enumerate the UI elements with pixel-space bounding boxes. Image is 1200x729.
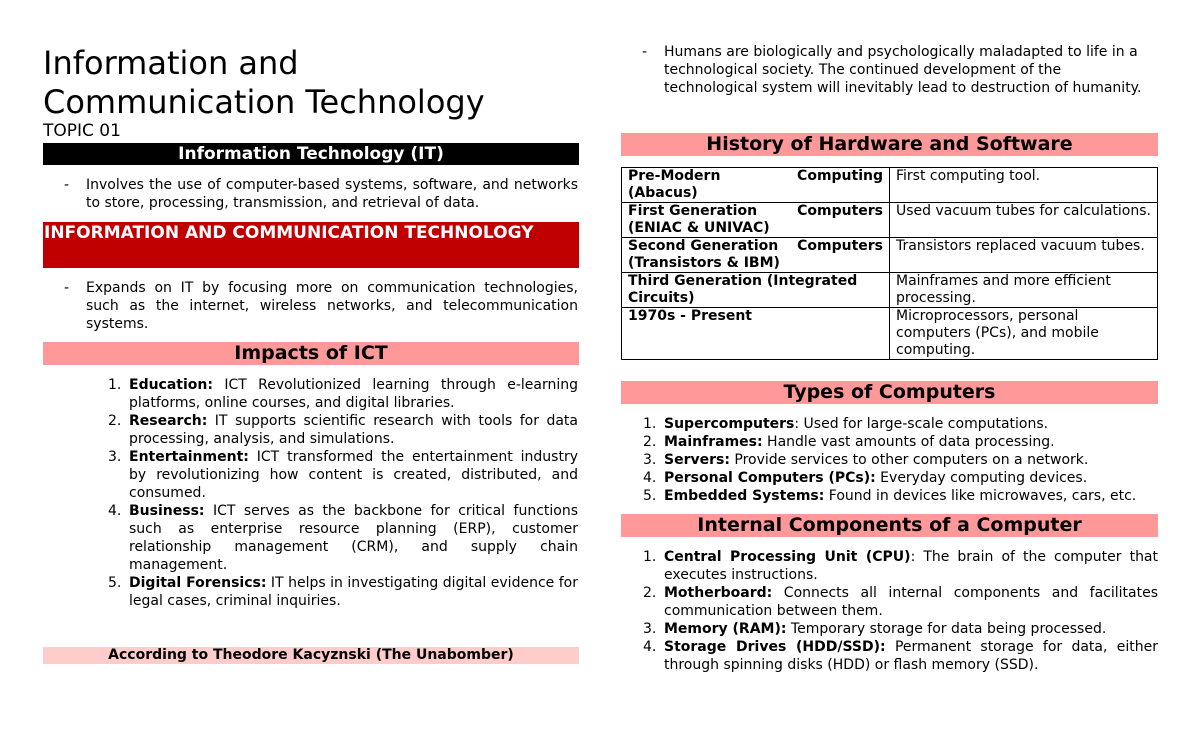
list-item: 2. Research: IT supports scientific research with tools for data processing, analysis, and simulations. xyxy=(108,413,578,447)
impacts-heading: Impacts of ICT xyxy=(43,342,579,365)
table-row xyxy=(622,308,1158,360)
era-cell: First Generation Computers (ENIAC & UNIVAC) xyxy=(622,203,890,238)
components-heading: Internal Components of a Computer xyxy=(621,514,1158,537)
list-item: 1. Central Processing Unit (CPU): The brain of the computer that executes instructions. xyxy=(643,549,1159,583)
ict-heading: INFORMATION AND COMMUNICATION TECHNOLOGY xyxy=(43,222,579,268)
dash-marker: - xyxy=(64,177,70,193)
types-heading: Types of Computers xyxy=(621,381,1158,404)
list-item: 3. Entertainment: ICT transformed the entertainment industry by revolutionizing how content is created, distributed, and consumed. xyxy=(108,449,578,501)
list-item: 5. Digital Forensics: IT helps in investigating digital evidence for legal cases, criminal inquiries. xyxy=(108,575,578,609)
era-cell: 1970s - Present xyxy=(622,308,890,360)
page-title: Information and Communication Technology xyxy=(43,44,485,121)
ict-description: - Expands on IT by focusing more on communication technologies, such as the internet, wireless networks, and telecommunication systems. xyxy=(64,280,578,332)
era-cell: Third Generation (Integrated Circuits) xyxy=(622,273,890,308)
list-item: 4. Business: ICT serves as the backbone for critical functions such as enterprise resource planning (ERP), customer relationship management (CRM), and supply chain management. xyxy=(108,503,578,573)
desc-cell: Microprocessors, personal computers (PCs), and mobile computing. xyxy=(890,308,1158,360)
impacts-list xyxy=(108,376,578,610)
table-row xyxy=(622,203,1158,238)
kaczynski-quote: - Humans are biologically and psychologically maladapted to life in a technological society. The continued development of the technological system will inevitably lead to destruction of humanity. xyxy=(642,44,1142,96)
desc-cell: First computing tool. xyxy=(890,168,1158,203)
desc-cell: Transistors replaced vacuum tubes. xyxy=(890,238,1158,273)
list-item: 1. Supercomputers: Used for large-scale computations. xyxy=(643,416,1049,432)
list-item: 4. Personal Computers (PCs): Everyday computing devices. xyxy=(643,470,1088,486)
dash-marker: - xyxy=(64,280,70,296)
components-list xyxy=(643,548,1159,674)
table-row xyxy=(622,273,1158,308)
table-row xyxy=(622,238,1158,273)
list-item: 2. Mainframes: Handle vast amounts of data processing. xyxy=(643,434,1055,450)
era-cell: Pre-Modern Computing (Abacus) xyxy=(622,168,890,203)
table-row xyxy=(622,168,1158,203)
types-list xyxy=(643,415,1158,505)
list-item: 1. Education: ICT Revolutionized learning through e-learning platforms, online courses, and digital libraries. xyxy=(108,377,578,411)
it-description: - Involves the use of computer-based systems, software, and networks to store, processing, transmission, and retrieval of data. xyxy=(64,177,578,211)
desc-cell: Mainframes and more efficient processing. xyxy=(890,273,1158,308)
it-heading: Information Technology (IT) xyxy=(43,143,579,165)
desc-cell: Used vacuum tubes for calculations. xyxy=(890,203,1158,238)
list-item: 3. Servers: Provide services to other computers on a network. xyxy=(643,452,1089,468)
list-item: 2. Motherboard: Connects all internal components and facilitates communication between them. xyxy=(643,585,1158,619)
list-item: 3. Memory (RAM): Temporary storage for data being processed. xyxy=(643,621,1107,637)
kaczynski-heading: According to Theodore Kacyznski (The Unabomber) xyxy=(43,647,579,664)
era-cell: Second Generation Computers (Transistors & IBM) xyxy=(622,238,890,273)
dash-marker: - xyxy=(642,44,648,60)
list-item: 5. Embedded Systems: Found in devices like microwaves, cars, etc. xyxy=(643,488,1137,504)
history-table xyxy=(621,167,1158,360)
list-item: 4. Storage Drives (HDD/SSD): Permanent storage for data, either through spinning disks (HDD) or flash memory (SSD). xyxy=(643,639,1158,673)
topic-label: TOPIC 01 xyxy=(43,121,121,141)
history-heading: History of Hardware and Software xyxy=(621,133,1158,156)
